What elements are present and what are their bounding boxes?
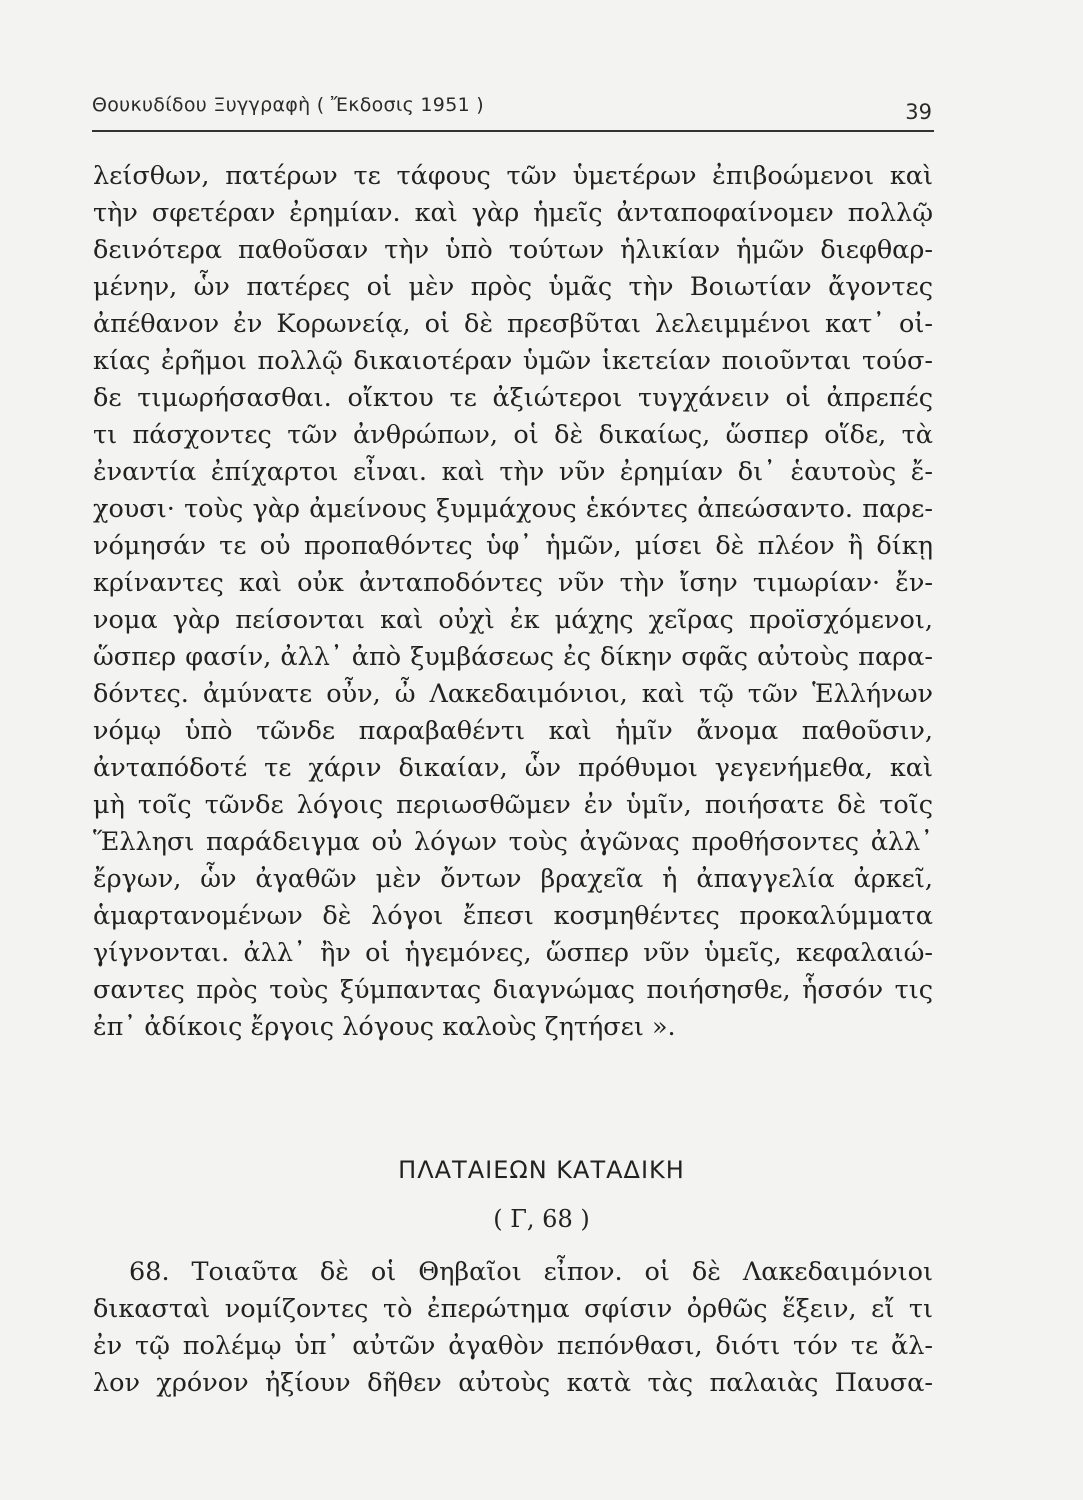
text-line: κίας ἐρῆμοι πολλῷ δικαιοτέραν ὑμῶν ἱκετείαν ποιοῦνται τούσ-: [93, 346, 933, 376]
text-line: ἁμαρτανομένων δὲ λόγοι ἔπεσι κοσμηθέντες προκαλύμματα: [93, 901, 933, 931]
text-line: σαντες πρὸς τοὺς ξύμπαντας διαγνώμας ποιήσησθε, ἧσσόν τις: [93, 975, 933, 1005]
header-title: Θουκυδίδου Ξυγγραφὴ ( Ἔκδοσις 1951 ): [92, 94, 485, 116]
text-line: ἔργων, ὧν ἀγαθῶν μὲν ὄντων βραχεῖα ἡ ἀπαγγελία ἀρκεῖ,: [93, 864, 933, 894]
text-line: τὴν σφετέραν ἐρημίαν. καὶ γὰρ ἡμεῖς ἀνταποφαίνομεν πολλῷ: [93, 198, 933, 228]
section-title: ΠΛΑΤΑΙΕΩΝ ΚΑΤΑΔΙΚΗ: [398, 1156, 685, 1184]
page-number: 39: [905, 100, 932, 124]
header-rule: [92, 130, 934, 132]
text-line: μένην, ὧν πατέρες οἱ μὲν πρὸς ὑμᾶς τὴν Βοιωτίαν ἄγοντες: [93, 272, 933, 302]
text-line: δε τιμωρήσασθαι. οἴκτου τε ἀξιώτεροι τυγχάνειν οἱ ἀπρεπές: [93, 383, 933, 413]
text-line: λείσθων, πατέρων τε τάφους τῶν ὑμετέρων ἐπιβοώμενοι καὶ: [93, 161, 933, 191]
main-paragraph: [93, 158, 933, 1046]
text-line: νόμησάν τε οὐ προπαθόντες ὑφ᾿ ἡμῶν, μίσει δὲ πλέον ἢ δίκῃ: [93, 531, 933, 561]
text-line: 68. Τοιαῦτα δὲ οἱ Θηβαῖοι εἶπον. οἱ δὲ Λακεδαιμόνιοι: [129, 1257, 933, 1287]
text-line: δεινότερα παθοῦσαν τὴν ὑπὸ τούτων ἡλικίαν ἡμῶν διεφθαρ-: [93, 235, 933, 265]
text-line: τι πάσχοντες τῶν ἀνθρώπων, οἱ δὲ δικαίως, ὥσπερ οἵδε, τὰ: [93, 420, 933, 450]
text-line: λον χρόνον ἠξίουν δῆθεν αὐτοὺς κατὰ τὰς παλαιὰς Παυσα-: [93, 1368, 933, 1398]
text-line: ἀνταπόδοτέ τε χάριν δικαίαν, ὧν πρόθυμοι γεγενήμεθα, καὶ: [93, 753, 933, 783]
text-line: κρίναντες καὶ οὐκ ἀνταποδόντες νῦν τὴν ἴσην τιμωρίαν· ἔν-: [93, 568, 933, 598]
text-line: Ἕλλησι παράδειγμα οὐ λόγων τοὺς ἀγῶνας προθήσοντες ἀλλ᾿: [93, 827, 933, 857]
second-paragraph: [93, 1254, 933, 1402]
text-line: δόντες. ἀμύνατε οὖν, ὦ Λακεδαιμόνιοι, καὶ τῷ τῶν Ἑλλήνων: [93, 679, 933, 709]
text-line: ἐπ᾿ ἀδίκοις ἔργοις λόγους καλοὺς ζητήσει ».: [93, 1012, 676, 1042]
text-line: ἐν τῷ πολέμῳ ὑπ᾿ αὐτῶν ἀγαθὸν πεπόνθασι, διότι τόν τε ἄλ-: [93, 1331, 933, 1361]
text-line: ἐναντία ἐπίχαρτοι εἶναι. καὶ τὴν νῦν ἐρημίαν δι᾿ ἑαυτοὺς ἔ-: [93, 457, 933, 487]
text-line: ὥσπερ φασίν, ἀλλ᾿ ἀπὸ ξυμβάσεως ἐς δίκην σφᾶς αὐτοὺς παρα-: [93, 642, 933, 672]
text-line: μὴ τοῖς τῶνδε λόγοις περιωσθῶμεν ἐν ὑμῖν, ποιήσατε δὲ τοῖς: [93, 790, 933, 820]
text-line: χουσι· τοὺς γὰρ ἀμείνους ξυμμάχους ἑκόντες ἀπεώσαντο. παρε-: [93, 494, 933, 524]
text-line: δικασταὶ νομίζοντες τὸ ἐπερώτημα σφίσιν ὀρθῶς ἕξειν, εἴ τι: [93, 1294, 933, 1324]
text-line: ἀπέθανον ἐν Κορωνείᾳ, οἱ δὲ πρεσβῦται λελειμμένοι κατ᾿ οἰ-: [93, 309, 933, 339]
text-line: γίγνονται. ἀλλ᾿ ἢν οἱ ἡγεμόνες, ὥσπερ νῦν ὑμεῖς, κεφαλαιώ-: [93, 938, 933, 968]
running-header: [92, 92, 932, 132]
text-line: νομα γὰρ πείσονται καὶ οὐχὶ ἐκ μάχης χεῖρας προϊσχόμενοι,: [93, 605, 933, 635]
text-line: νόμῳ ὑπὸ τῶνδε παραβαθέντι καὶ ἡμῖν ἄνομα παθοῦσιν,: [93, 716, 933, 746]
section-reference: ( Γ, 68 ): [493, 1205, 590, 1233]
